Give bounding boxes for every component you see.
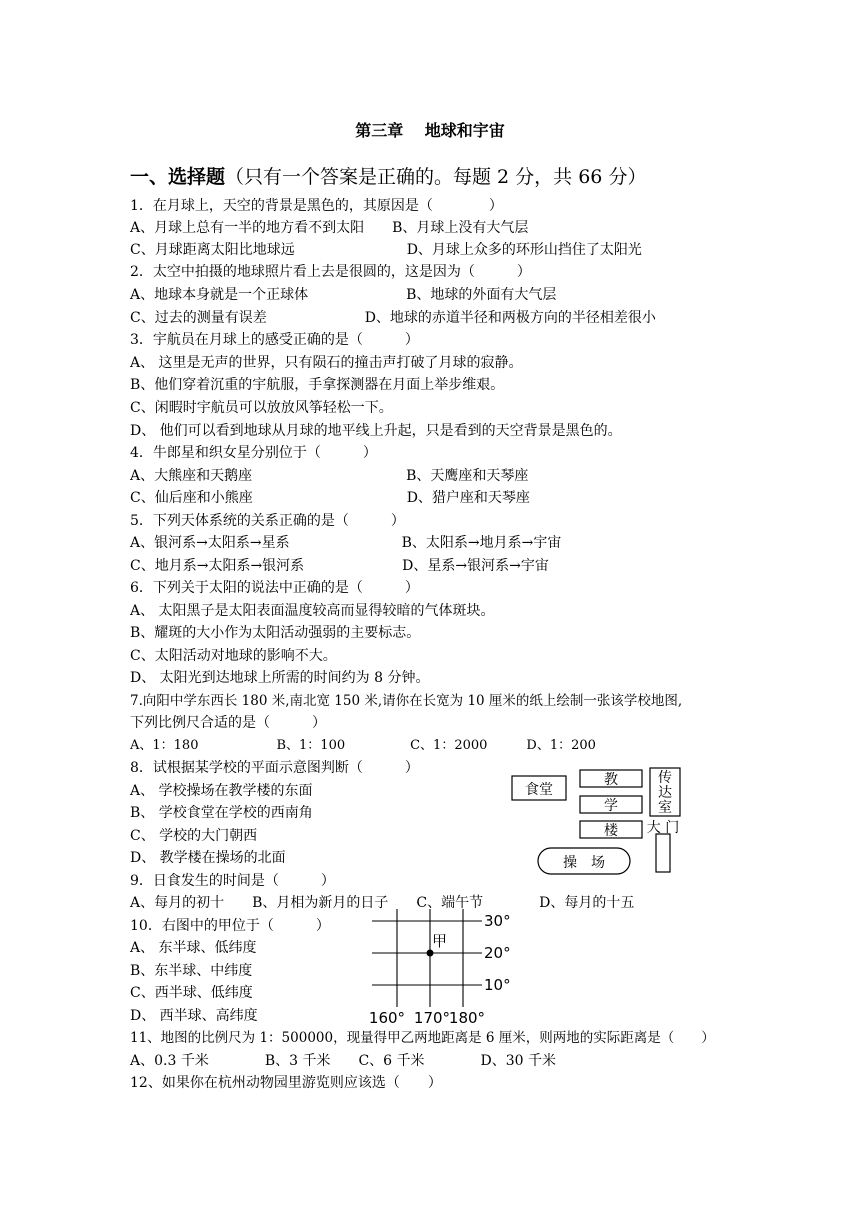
question-text: 11、地图的比例尺为 1：500000，现量得甲乙两地距离是 6 厘米，则两地的实际距离是（ ） bbox=[130, 1030, 715, 1046]
question-text: 8．试根据某学校的平面示意图判断（ ） bbox=[130, 760, 419, 776]
lon-label-170: 170° bbox=[413, 1009, 451, 1027]
option-text: B、东半球、中纬度 bbox=[130, 963, 253, 979]
option-text: C、西半球、低纬度 bbox=[130, 985, 253, 1001]
option-text: A、大熊座和天鹅座 B、天鹰座和天琴座 bbox=[130, 468, 529, 484]
option-text: B、他们穿着沉重的宇航服，手拿探测器在月面上举步维艰。 bbox=[130, 377, 505, 393]
school-plan-diagram bbox=[500, 762, 700, 880]
lon-label-180: 180° bbox=[448, 1009, 486, 1027]
building-label-1: 教 bbox=[604, 772, 618, 788]
option-text: A、0.3 千米 B、3 千米 C、6 千米 D、30 千米 bbox=[130, 1053, 557, 1069]
lat-label-20: 20° bbox=[484, 944, 511, 962]
option-text: C、太阳活动对地球的影响不大。 bbox=[130, 648, 337, 664]
option-text: D、 教学楼在操场的北面 bbox=[130, 850, 286, 866]
question-text: 10．右图中的甲位于（ ） bbox=[130, 918, 330, 934]
question-text: 9．日食发生的时间是（ ） bbox=[130, 873, 335, 889]
option-text: A、 东半球、低纬度 bbox=[130, 940, 257, 956]
question-text: 6．下列关于太阳的说法中正确的是（ ） bbox=[130, 580, 419, 596]
question-text: 12、如果你在杭州动物园里游览则应该选（ ） bbox=[130, 1075, 442, 1091]
question-text: 3．宇航员在月球上的感受正确的是（ ） bbox=[130, 332, 419, 348]
point-jia-marker bbox=[427, 950, 434, 957]
canteen-label: 食堂 bbox=[525, 782, 553, 798]
question-text: 5．下列天体系统的关系正确的是（ ） bbox=[130, 513, 405, 529]
gate-box bbox=[656, 834, 670, 872]
question-text: 4．牛郎星和织女星分别位于（ ） bbox=[130, 445, 377, 461]
guard-label-1: 传 bbox=[658, 770, 672, 786]
option-text: A、银河系→太阳系→星系 B、太阳系→地月系→宇宙 bbox=[130, 535, 562, 551]
section-heading bbox=[130, 162, 646, 189]
option-text: D、 他们可以看到地球从月球的地平线上升起，只是看到的天空背景是黑色的。 bbox=[130, 423, 622, 439]
lat-label-30: 30° bbox=[484, 912, 511, 930]
option-text: C、闲暇时宇航员可以放放风筝轻松一下。 bbox=[130, 400, 393, 416]
option-text: C、仙后座和小熊座 D、猎户座和天琴座 bbox=[130, 490, 530, 506]
option-text: A、 学校操场在教学楼的东面 bbox=[130, 783, 313, 799]
option-text: C、 学校的大门朝西 bbox=[130, 828, 258, 844]
question-text: 下列比例尺合适的是（ ） bbox=[130, 715, 326, 731]
point-jia-label: 甲 bbox=[432, 932, 448, 950]
option-text: A、月球上总有一半的地方看不到太阳 B、月球上没有大气层 bbox=[130, 220, 529, 236]
option-text: A、1：180 B、1：100 C、1：2000 D、1：200 bbox=[130, 738, 596, 753]
question-text: 7.向阳中学东西长 180 米,南北宽 150 米,请你在长宽为 10 厘米的纸上绘制一张该学校地图, bbox=[130, 693, 683, 709]
building-label-3: 楼 bbox=[604, 823, 618, 839]
grid-map-diagram bbox=[362, 903, 522, 1027]
guard-label-2: 达 bbox=[658, 785, 672, 801]
option-text: C、过去的测量有误差 D、地球的赤道半径和两极方向的半径相差很小 bbox=[130, 310, 656, 326]
option-text: B、 学校食堂在学校的西南角 bbox=[130, 805, 313, 821]
option-text: D、 太阳光到达地球上所需的时间约为 8 分钟。 bbox=[130, 670, 430, 686]
chapter-title: 第三章 地球和宇宙 bbox=[355, 121, 505, 140]
section-label: 一、选择题 bbox=[130, 166, 226, 188]
option-text: B、耀斑的大小作为太阳活动强弱的主要标志。 bbox=[130, 625, 421, 641]
option-text: A、 这里是无声的世界，只有陨石的撞击声打破了月球的寂静。 bbox=[130, 355, 523, 371]
question-text: 2．太空中拍摄的地球照片看上去是很圆的，这是因为（ ） bbox=[130, 264, 531, 280]
option-text: D、 西半球、高纬度 bbox=[130, 1008, 258, 1024]
option-text: A、地球本身就是一个正球体 B、地球的外面有大气层 bbox=[130, 287, 557, 303]
option-text: C、月球距离太阳比地球远 D、月球上众多的环形山挡住了太阳光 bbox=[130, 242, 642, 258]
guard-label-3: 室 bbox=[658, 800, 672, 816]
playground-label: 操 场 bbox=[563, 855, 605, 871]
option-text: A、 太阳黑子是太阳表面温度较高而显得较暗的气体斑块。 bbox=[130, 603, 495, 619]
option-text: A、每月的初十 B、月相为新月的日子 C、端午节 D、每月的十五 bbox=[130, 895, 635, 911]
section-note: （只有一个答案是正确的。每题 2 分，共 66 分） bbox=[225, 166, 647, 188]
question-text: 1．在月球上，天空的背景是黑色的，其原因是（ ） bbox=[130, 198, 503, 214]
gate-label: 大 门 bbox=[646, 820, 680, 836]
lon-label-160: 160° bbox=[368, 1009, 406, 1027]
option-text: C、地月系→太阳系→银河系 D、星系→银河系→宇宙 bbox=[130, 558, 549, 574]
building-label-2: 学 bbox=[604, 798, 618, 814]
lat-label-10: 10° bbox=[484, 976, 511, 994]
